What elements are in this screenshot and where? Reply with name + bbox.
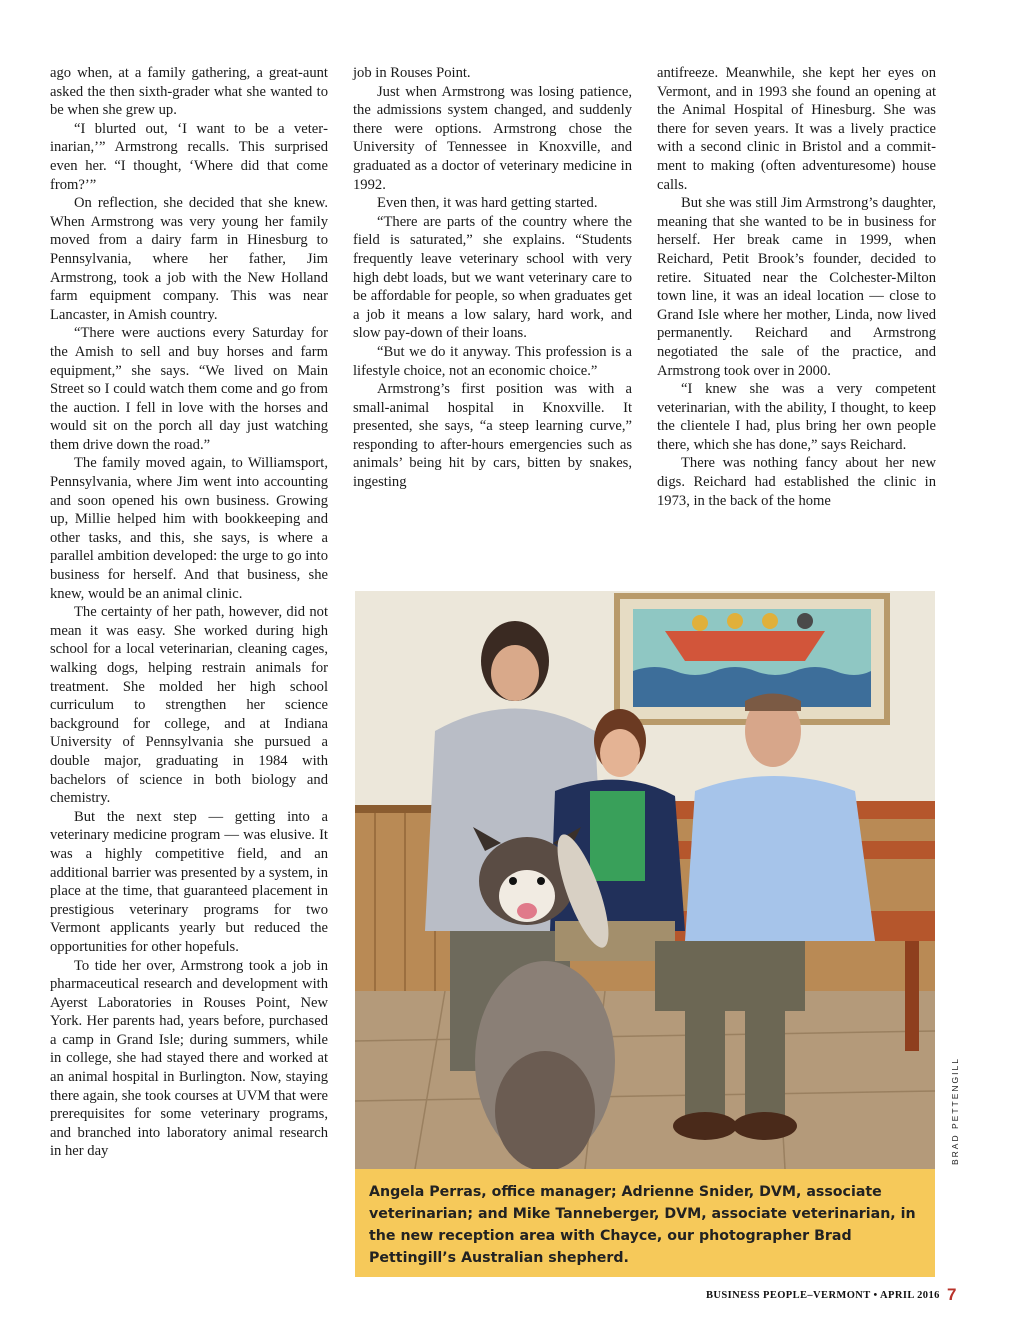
paragraph: “I knew she was a very competent veterinarian, with the ability, I thought, to keep the clientele I had, plus bring her own people there, which she has done,” says Reichard.: [657, 381, 936, 453]
paragraph: antifreeze. Meanwhile, she kept her eyes on Vermont, and in 1993 she found an opening at the Animal Hospital of Hinesburg. She was there for seven years. It was a lively practice with a second clinic in Bristol and a commitment to making (often adventuresome) house calls.: [657, 65, 936, 193]
paragraph: To tide her over, Armstrong took a job in pharmaceutical research and development with Ayerst Laboratories in Rouses Point, New York. Her parents had, years before, purchased a camp in Grand Isle; during summers, while in college, she had stayed there and worked at an animal hospital in Burlington. Now, staying there again, she took courses at UVM that were prerequisites for some veterinary programs, and branched into laboratory animal research in her day: [50, 957, 328, 1160]
reception-area-photo: [355, 591, 935, 1169]
paragraph: “I blurted out, ‘I want to be a veterinarian,’” Armstrong recalls. This surprised even her. “I thought, ‘Where did that come from?’”: [50, 120, 328, 193]
paragraph: “But we do it anyway. This profession is a lifestyle choice, not an economic choice.”: [353, 343, 632, 379]
photo-caption: Angela Perras, office manager; Adrienne Snider, DVM, associate veterinarian; and Mike Tanneberger, DVM, associate veterinarian, in the new reception area with Chayce, our photographer Brad Pettingill’s Australian shepherd.: [369, 1184, 916, 1266]
paragraph: There was nothing fancy about her new digs. Reichard had established the clinic in 1973, in the back of the home: [657, 455, 936, 509]
paragraph: ago when, at a family gathering, a great-aunt asked the then sixth-grader what she wanted to be when she grew up.: [50, 65, 328, 119]
photo-caption-box: [355, 1169, 935, 1277]
paragraph: Just when Armstrong was losing patience, the admissions system changed, and suddenly there were options. Armstrong chose the University of Tennessee in Knoxville, and graduated as a doctor of veterinary medicine in 1992.: [353, 83, 632, 193]
publication-footer: BUSINESS PEOPLE–VERMONT • APRIL 2016: [706, 1290, 940, 1301]
paragraph: job in Rouses Point.: [353, 65, 471, 81]
photo-credit: BRAD PETTENGILL: [950, 1057, 960, 1165]
photo-illustration: [355, 591, 935, 1169]
paragraph: On reflection, she decided that she knew. When Armstrong was very young her family moved from a dairy farm in Hinesburg to Pennsylvania, where her father, Jim Armstrong, took a job with the New Holland farm equipment company. This was near Lancaster, in Amish country.: [50, 195, 328, 323]
paragraph: “There were auctions every Saturday for the Amish to sell and buy horses and farm equipment,” she says. “We lived on Main Street so I could watch them come and go from the auction. I fell in love with the horses and would sit on the porch all day just watching them drive down the road.”: [50, 325, 328, 453]
page-number: 7: [947, 1285, 957, 1304]
article-column-1: [50, 64, 328, 1161]
paragraph: Even then, it was hard getting started.: [377, 195, 598, 212]
article-column-2: [353, 64, 632, 492]
paragraph: “There are parts of the country where the field is saturated,” she explains. “Students frequently leave veterinary school with very high debt loads, but we want veterinary care to be affordable for people, so when graduates get a job it means a low salary, hard work, and slow pay-down of their loans.: [353, 213, 632, 342]
paragraph: Armstrong’s first position was with a small-animal hospital in Knoxville. It presented, she says, “a steep learning curve,” responding to after-hours emergencies such as animals’ being hit by cars, bitten by snakes, ingesting: [353, 381, 632, 491]
article-column-3: [657, 64, 936, 510]
paragraph: But she was still Jim Armstrong’s daughter, meaning that she wanted to be in business for herself. Her break came in 1999, when Reichard, Petit Brook’s founder, decided to retire. Situated near the Colchester-Milton town line, it was an ideal location — close to Grand Isle where her mother, Linda, now lived permanently. Reichard and Armstrong negotiated the sale of the practice, and Armstrong took over in 2000.: [657, 195, 936, 379]
paragraph: But the next step — getting into a veterinary medicine program — was elusive. It was a highly competitive field, and an additional barrier was presented by a system, in place at the time, that guaranteed placement in prestigious veterinary programs for two Vermont applicants yearly but reduced the opportunities for other hopefuls.: [50, 808, 329, 955]
paragraph: The certainty of her path, however, did not mean it was easy. She worked during high school for a local veterinarian, cleaning cages, walking dogs, helping restrain animals for treatment. She molded her high school curriculum to strengthen her science background for college, and at Indiana University of Pennsylvania she pursued a double major, graduating in 1984 with bachelors of science in both biology and chemistry.: [50, 604, 328, 807]
paragraph: The family moved again, to Williamsport, Pennsylvania, where Jim went into accounting and soon opened his own business. Growing up, Millie helped him with bookkeeping and other tasks, and this, she says, is where a parallel ambition developed: the urge to go into business for herself. And that business, she knew, would be an animal clinic.: [50, 455, 328, 602]
